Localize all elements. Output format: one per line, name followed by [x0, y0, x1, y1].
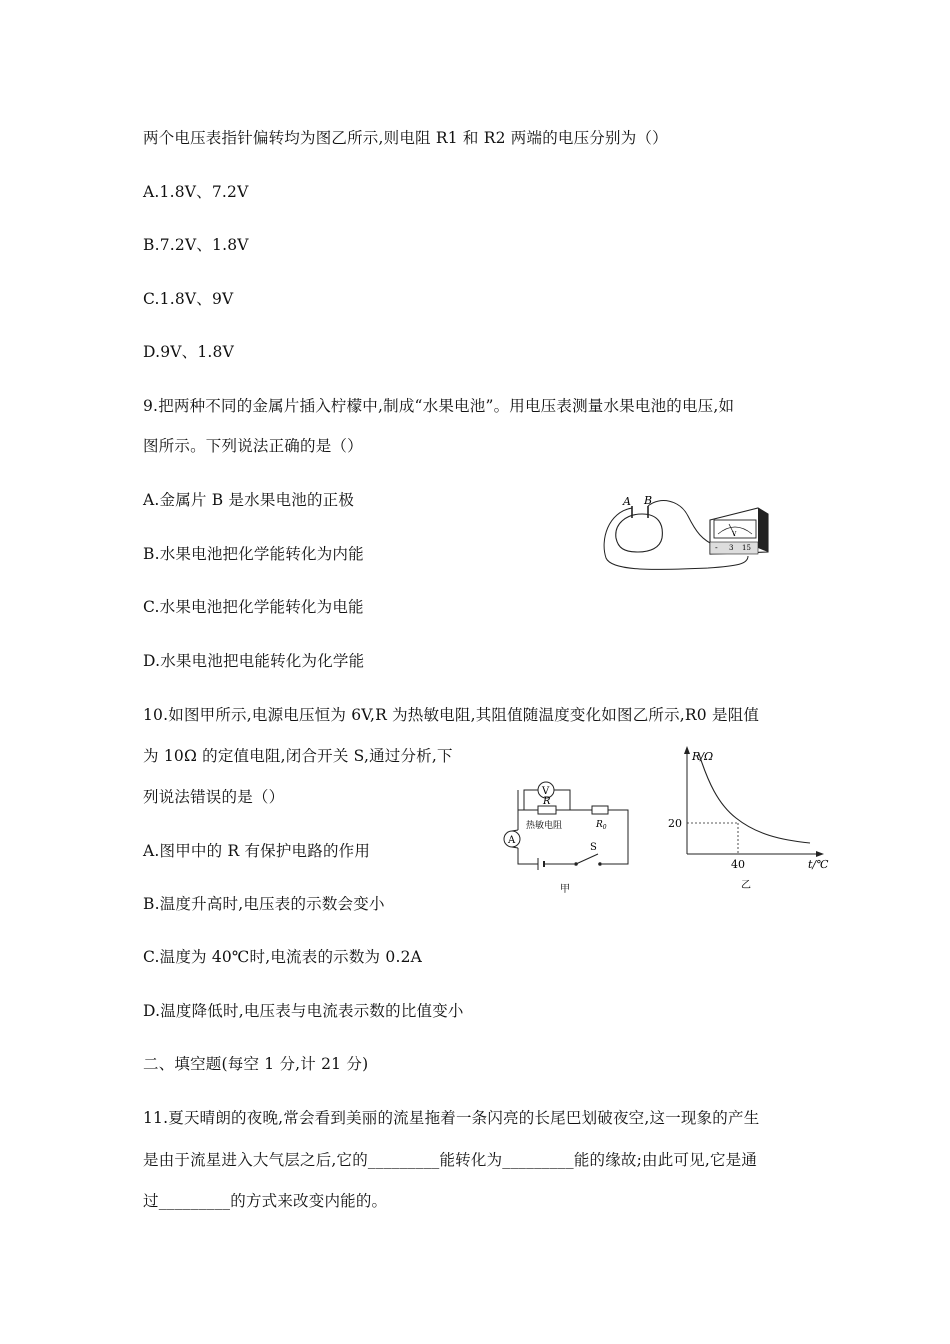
label-a: A — [623, 495, 631, 508]
label-b: B — [644, 494, 653, 507]
fruit-battery-figure — [598, 490, 773, 580]
r-label: R — [543, 796, 551, 807]
resistor-r0 — [592, 806, 608, 814]
q9-option-c: C.水果电池把化学能转化为电能 — [143, 598, 364, 616]
terminal-3: 3 — [729, 544, 734, 552]
voltmeter-icon — [710, 508, 768, 554]
q8-option-a: A.1.8V、7.2V — [143, 183, 249, 201]
q10-option-a: A.图甲中的 R 有保护电路的作用 — [143, 842, 371, 860]
q11-line1: 11.夏天晴朗的夜晚,常会看到美丽的流星拖着一条闪亮的长尾巴划破夜空,这一现象的产生 — [143, 1109, 760, 1127]
r0-label: $R_0$ — [596, 820, 607, 831]
q9-stem-line2: 图所示。下列说法正确的是（） — [143, 437, 363, 455]
circuit-diagram-jia — [498, 770, 638, 900]
x-tick-40: 40 — [731, 858, 745, 871]
q9-option-d: D.水果电池把电能转化为化学能 — [143, 652, 365, 670]
q8-option-c: C.1.8V、9V — [143, 290, 234, 308]
ammeter-label: A — [508, 835, 516, 846]
q11-line2: 是由于流星进入大气层之后,它的_________能转化为_________能的缘故;由此可见,它是通 — [143, 1151, 758, 1169]
q8-stem-tail: 两个电压表指针偏转均为图乙所示,则电阻 R1 和 R2 两端的电压分别为（） — [143, 129, 668, 147]
q10-option-d: D.温度降低时,电压表与电流表示数的比值变小 — [143, 1002, 464, 1020]
caption-yi: 乙 — [741, 880, 751, 891]
y-axis-arrow — [684, 746, 690, 754]
wire-b — [648, 501, 716, 546]
resistance-curve — [699, 754, 810, 843]
q9-option-a: A.金属片 B 是水果电池的正极 — [143, 491, 355, 509]
caption-jia: 甲 — [560, 884, 570, 895]
q9-option-b: B.水果电池把化学能转化为内能 — [143, 545, 364, 563]
q10-stem-line3: 列说法错误的是（） — [143, 788, 285, 806]
x-axis-arrow — [816, 851, 824, 857]
q11-line3: 过_________的方式来改变内能的。 — [143, 1192, 388, 1210]
q10-stem-line2: 为 10Ω 的定值电阻,闭合开关 S,通过分析,下 — [143, 747, 453, 765]
q10-stem-line1: 10.如图甲所示,电源电压恒为 6V,R 为热敏电阻,其阻值随温度变化如图乙所示,R0 是阻值 — [143, 706, 760, 724]
meter-symbol: V — [732, 531, 737, 538]
section-heading: 二、填空题(每空 1 分,计 21 分) — [143, 1055, 369, 1073]
thermistor-r — [538, 806, 556, 814]
q8-option-b: B.7.2V、1.8V — [143, 236, 249, 254]
q9-stem-line1: 9.把两种不同的金属片插入柠檬中,制成“水果电池”。用电压表测量水果电池的电压,如 — [143, 397, 735, 415]
q10-option-b: B.温度升高时,电压表的示数会变小 — [143, 895, 385, 913]
y-tick-20: 20 — [668, 817, 682, 830]
terminal-minus: - — [715, 543, 718, 552]
voltmeter-label: V — [542, 786, 550, 797]
q10-option-c: C.温度为 40℃时,电流表的示数为 0.2A — [143, 948, 423, 966]
y-axis-label: R/Ω — [692, 750, 714, 763]
terminal-15: 15 — [742, 544, 751, 552]
thermistor-label: 热敏电阻 — [526, 821, 563, 831]
lemon-outline — [616, 514, 663, 552]
switch-label: S — [590, 842, 597, 853]
x-axis-label: t/℃ — [808, 858, 829, 871]
resistance-temperature-graph-yi — [660, 742, 840, 892]
q8-option-d: D.9V、1.8V — [143, 343, 235, 361]
switch-blade — [576, 854, 598, 864]
